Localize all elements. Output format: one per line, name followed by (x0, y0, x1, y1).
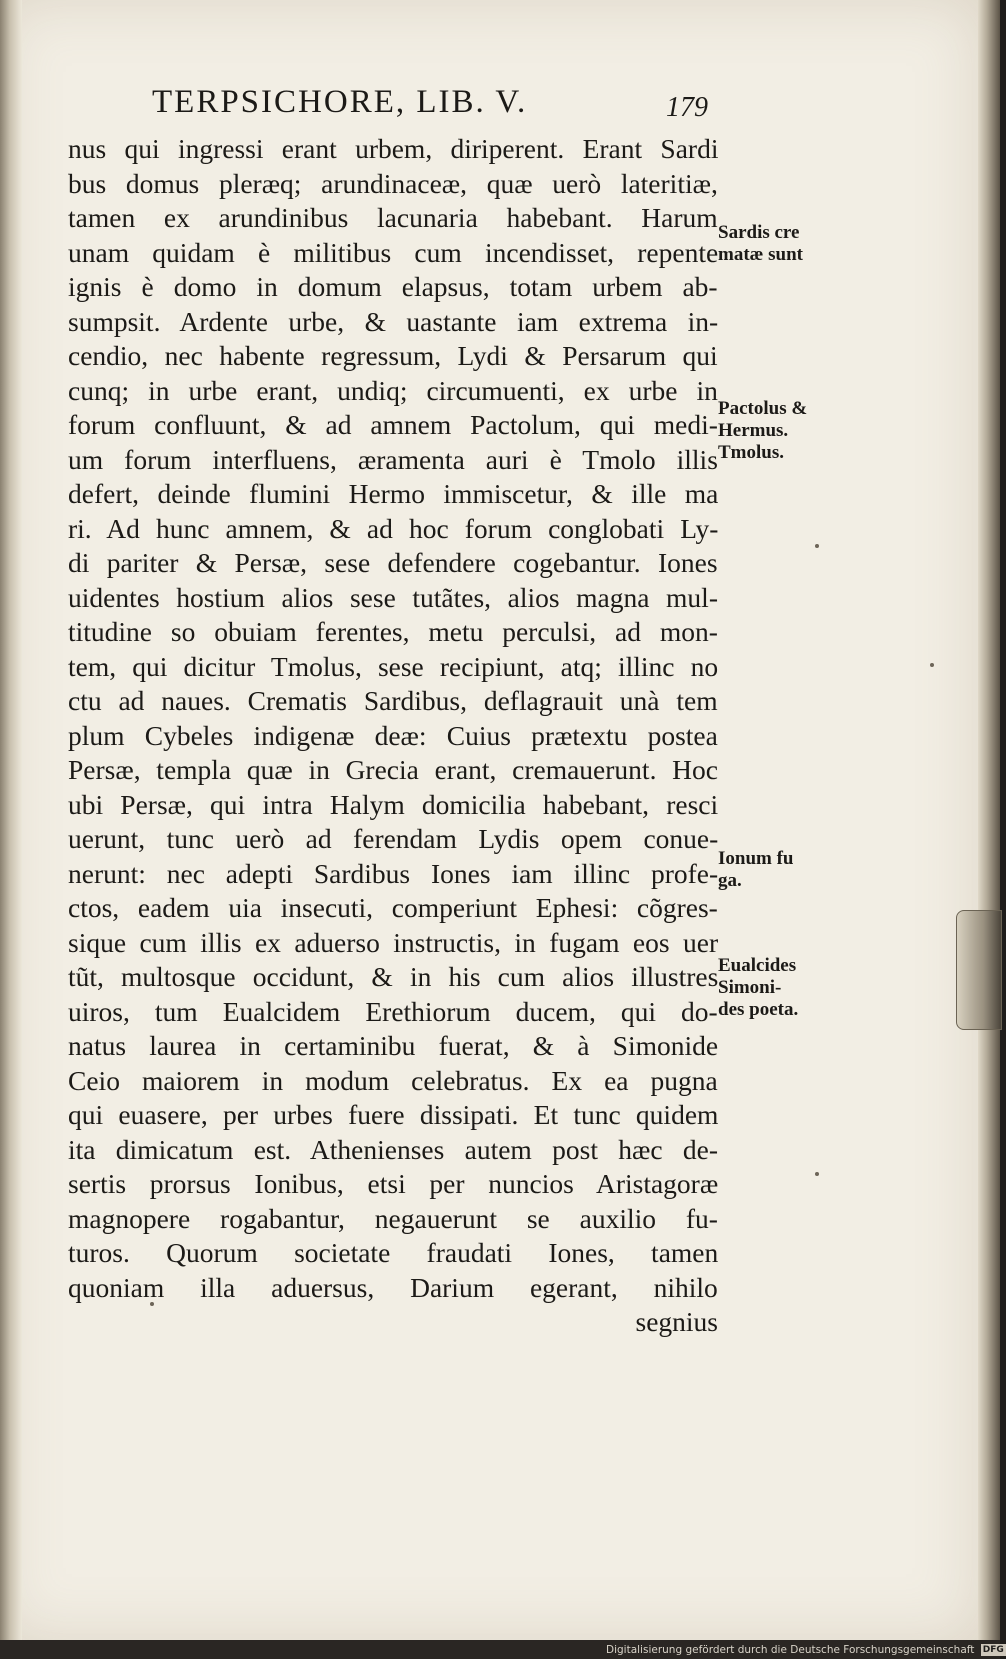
dfg-logo: DFG (982, 1645, 1004, 1655)
text-line: tamen ex arundinibus lacunaria habebant. Harum (68, 202, 718, 233)
text-line: uidentes hostium alios sese tutãtes, alios magna mul- (68, 581, 718, 613)
text-line: bus domus pleræq; arundinaceæ, quæ uerò lateritiæ, (68, 167, 718, 199)
margin-note-line: matæ sunt (718, 244, 803, 265)
text-line: ubi Persæ, qui intra Halym domicilia habebant, resci (68, 788, 719, 820)
margin-note-line: des poeta. (718, 999, 799, 1020)
text-line: cunq; in urbe erant, undiq; circumuenti, ex urbe in (68, 374, 718, 406)
margin-note-line: Eualcides (718, 955, 797, 976)
ink-speck (815, 1172, 819, 1176)
book-fore-edge (978, 0, 1000, 1640)
margin-note (718, 222, 803, 266)
text-line: quoniam illa aduersus, Darium egerant, nihilo (68, 1271, 718, 1303)
text-line: di pariter & Persæ, sese defendere cogebantur. Iones (68, 547, 718, 578)
text-line: plum Cybeles indigenæ deæ: Cuius prætextu postea (68, 719, 718, 751)
text-line: tũt, multosque occidunt, & in his cum alios illustres (68, 961, 719, 992)
text-line: sique cum illis ex aduerso instructis, in fugam eos uer (68, 926, 719, 958)
text-line: turos. Quorum societate fraudati Iones, tamen (68, 1237, 719, 1268)
text-line: natus laurea in certaminibu fuerat, & à Simonide (68, 1030, 719, 1061)
text-line: cendio, nec habente regressum, Lydi & Persarum qui (68, 340, 718, 371)
text-line: ita dimicatum est. Athenienses autem post hæc de- (68, 1133, 718, 1165)
text-line: ctu ad naues. Crematis Sardibus, deflagrauit unà tem (68, 685, 718, 716)
margin-note-line: Tmolus. (718, 442, 784, 463)
margin-note (718, 955, 798, 1021)
margin-note-line: Hermus. (718, 420, 789, 441)
margin-note-line: Sardis cre (718, 222, 800, 243)
text-line: unam quidam è militibus cum incendisset, repente (68, 236, 719, 268)
text-line: sertis prorsus Ionibus, etsi per nuncios Aristagoræ (68, 1168, 719, 1199)
margin-note-line: Simoni- (718, 977, 782, 998)
ink-speck (815, 544, 819, 548)
text-line: uiros, tum Eualcidem Erethiorum ducem, qui do- (68, 995, 718, 1027)
running-title: TERPSICHORE, LIB. V. (152, 84, 528, 120)
text-line: tem, qui dicitur Tmolus, sese recipiunt, atq; illinc no (68, 650, 719, 682)
text-line: uerunt, tunc uerò ad ferendam Lydis opem conue- (68, 823, 719, 854)
page-number: 179 (666, 92, 708, 123)
text-line: nerunt: nec adepti Sardibus Iones iam illinc profe- (68, 857, 719, 889)
book-clasp (956, 910, 1002, 1030)
text-line: Persæ, templa quæ in Grecia erant, cremauerunt. Hoc (68, 754, 718, 785)
text-line: qui euasere, per urbes fuere dissipati. Et tunc quidem (68, 1099, 719, 1130)
margin-note (718, 398, 807, 464)
text-line: ctos, eadem uia insecuti, comperiunt Ephesi: cõgres- (68, 892, 718, 923)
page-gutter-left (0, 0, 22, 1640)
credit-text: Digitalisierung gefördert durch die Deutsche Forschungsgemeinschaft (606, 1644, 975, 1656)
text-line: um forum interfluens, æramenta auri è Tmolo illis (68, 443, 718, 475)
digitization-credit (606, 1641, 1004, 1659)
margin-note-line: Pactolus & (718, 398, 808, 419)
text-line: ri. Ad hunc amnem, & ad hoc forum conglobati Ly- (68, 512, 719, 544)
margin-note-line: Ionum fu (718, 848, 794, 869)
text-line: ignis è domo in domum elapsus, totam urbem ab- (68, 271, 718, 302)
text-line: magnopere rogabantur, negauerunt se auxilio fu- (68, 1202, 718, 1234)
text-line: forum confluunt, & ad amnem Pactolum, qui medi- (68, 409, 718, 440)
text-line: sumpsit. Ardente urbe, & uastante iam extrema in- (68, 305, 719, 337)
ink-speck (930, 663, 934, 667)
ink-speck (150, 1302, 154, 1306)
text-line: nus qui ingressi erant urbem, diriperent. Erant Sardi (68, 133, 719, 164)
margin-note (718, 848, 794, 892)
text-line: titudine so obuiam ferentes, metu perculsi, ad mon- (68, 616, 718, 647)
catchword: segnius (635, 1306, 718, 1337)
body-text (68, 132, 718, 1340)
text-line: Ceio maiorem in modum celebratus. Ex ea pugna (68, 1064, 718, 1096)
margin-note-line: ga. (718, 870, 742, 891)
text-line: defert, deinde flumini Hermo immiscetur, & ille ma (68, 478, 719, 509)
